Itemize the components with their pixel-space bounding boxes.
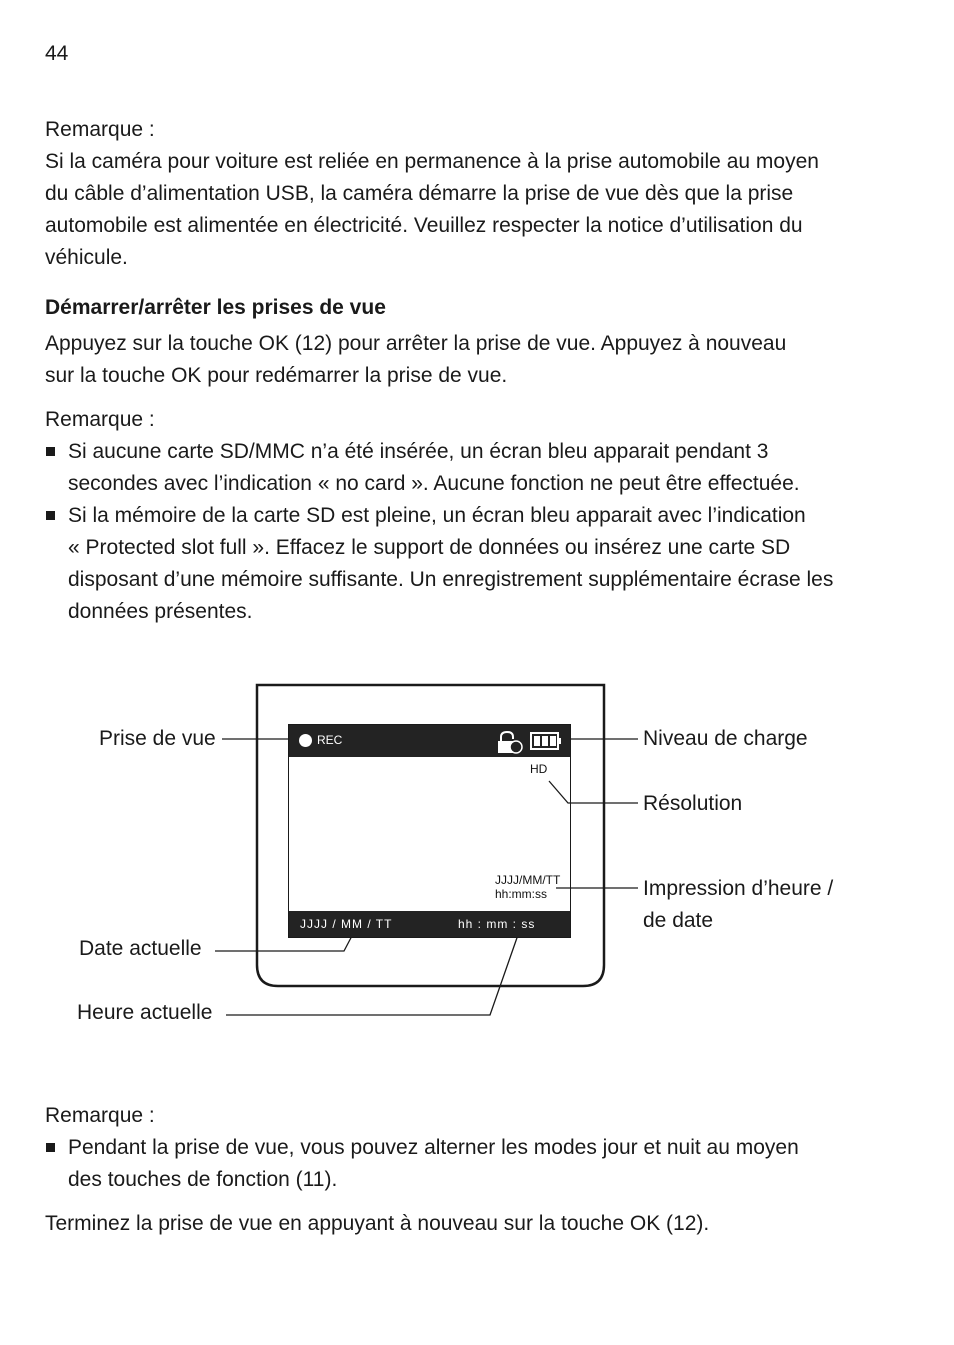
note-remark-1 bbox=[45, 114, 875, 274]
camera-display-diagram bbox=[0, 660, 954, 1060]
note-remark-3 bbox=[45, 1100, 875, 1196]
battery-icon bbox=[530, 732, 562, 750]
list-item-line: Pendant la prise de vue, vous pouvez alterner les modes jour et nuit au moyen bbox=[68, 1136, 799, 1159]
note-line: Si la caméra pour voiture est reliée en permanence à la prise automobile au moyen bbox=[45, 150, 819, 173]
camera-screen bbox=[288, 724, 571, 938]
lock-icon bbox=[496, 730, 524, 754]
label-current-time: Heure actuelle bbox=[77, 1001, 213, 1024]
page-number: 44 bbox=[45, 42, 69, 65]
note-label: Remarque : bbox=[45, 1104, 155, 1127]
list-item-line: données présentes. bbox=[68, 600, 253, 623]
timestamp-date: JJJJ/MM/TT bbox=[495, 873, 561, 887]
rec-indicator: REC bbox=[317, 733, 343, 747]
note-line: du câble d’alimentation USB, la caméra démarre la prise de vue dès que la prise bbox=[45, 182, 794, 205]
screen-status-bar bbox=[289, 725, 570, 757]
section-heading: Démarrer/arrêter les prises de vue bbox=[45, 296, 386, 319]
label-recording: Prise de vue bbox=[99, 727, 216, 750]
list-item-line: disposant d’une mémoire suffisante. Un enregistrement supplémentaire écrase les bbox=[68, 568, 834, 591]
list-item-line: des touches de fonction (11). bbox=[68, 1168, 338, 1191]
label-resolution: Résolution bbox=[643, 792, 743, 815]
timestamp-time: hh:mm:ss bbox=[495, 887, 548, 901]
section-line: sur la touche OK pour redémarrer la prise de vue. bbox=[45, 364, 508, 387]
section-start-stop bbox=[45, 292, 875, 392]
screen-date-bar bbox=[289, 911, 570, 937]
note-label: Remarque : bbox=[45, 118, 155, 141]
label-battery: Niveau de charge bbox=[643, 727, 808, 750]
resolution-indicator: HD bbox=[530, 762, 548, 776]
leader-current-time bbox=[226, 932, 519, 1015]
closing-line: Terminez la prise de vue en appuyant à nouveau sur la touche OK (12). bbox=[45, 1212, 710, 1235]
record-dot-icon bbox=[299, 734, 312, 747]
note-line: automobile est alimentée en électricité. Veuillez respecter la notice d’utilisation du bbox=[45, 214, 803, 237]
list-item-line: secondes avec l’indication « no card ». Aucune fonction ne peut être effectuée. bbox=[68, 472, 800, 495]
section-line: Appuyez sur la touche OK (12) pour arrêter la prise de vue. Appuyez à nouveau bbox=[45, 332, 787, 355]
note-label: Remarque : bbox=[45, 408, 155, 431]
note-remark-2 bbox=[45, 404, 875, 628]
current-time-value: hh : mm : ss bbox=[458, 917, 536, 931]
label-timestamp-cont: de date bbox=[643, 909, 714, 932]
list-item-line: Si la mémoire de la carte SD est pleine, un écran bleu apparait avec l’indication bbox=[68, 504, 806, 527]
closing-paragraph bbox=[45, 1208, 875, 1240]
list-item bbox=[45, 500, 875, 628]
list-item bbox=[45, 436, 875, 500]
list-item-line: Si aucune carte SD/MMC n’a été insérée, un écran bleu apparait pendant 3 bbox=[68, 440, 769, 463]
list-item bbox=[45, 1132, 875, 1196]
list-item-line: « Protected slot full ». Effacez le support de données ou insérez une carte SD bbox=[68, 536, 791, 559]
current-date-value: JJJJ / MM / TT bbox=[300, 917, 393, 931]
label-current-date: Date actuelle bbox=[79, 937, 202, 960]
label-timestamp: Impression d’heure / bbox=[643, 877, 834, 900]
note-line: véhicule. bbox=[45, 246, 128, 269]
